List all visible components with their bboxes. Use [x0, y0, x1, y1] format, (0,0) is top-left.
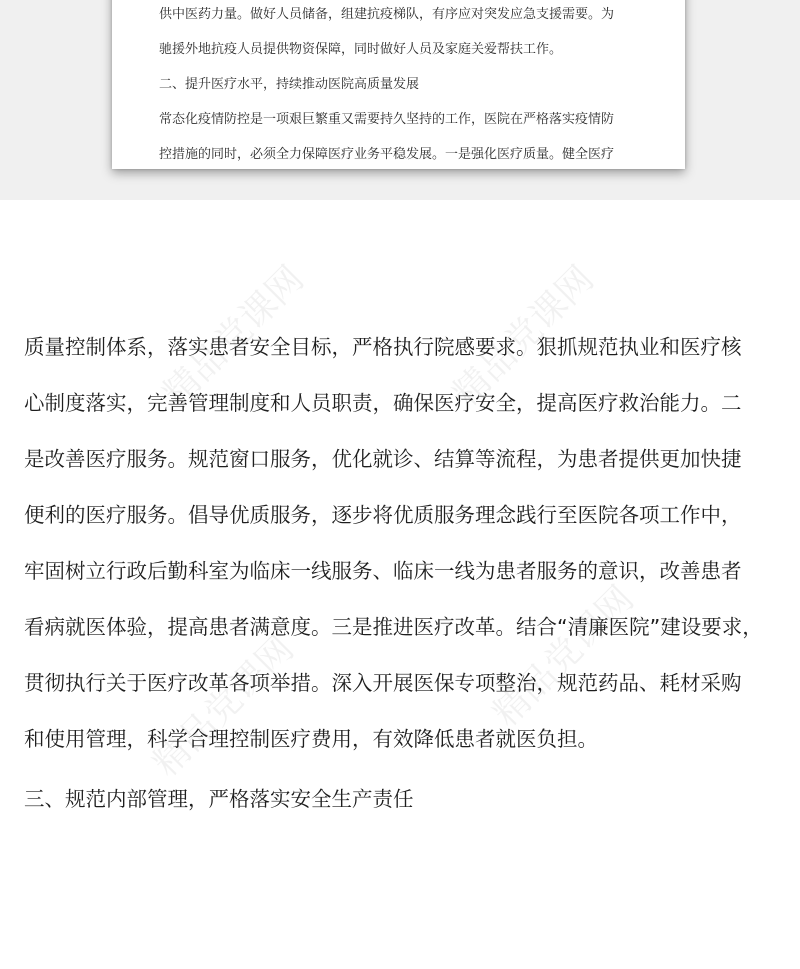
- card-text-line: 驰援外地抗疫人员提供物资保障，同时做好人员及家庭关爱帮扶工作。: [159, 42, 563, 57]
- body-text-line: 牢固树立行政后勤科室为临床一线服务、临床一线为患者服务的意识，改善患者: [24, 559, 742, 583]
- body-text-line: 心制度落实，完善管理制度和人员职责，确保医疗安全，提高医疗救治能力。二: [24, 391, 742, 415]
- body-text-line: 看病就医体验，提高患者满意度。三是推进医疗改革。结合“清廉医院”建设要求，: [24, 615, 763, 639]
- body-text-line: 和使用管理，科学合理控制医疗费用，有效降低患者就医负担。: [24, 727, 598, 751]
- body-text-line: 便利的医疗服务。倡导优质服务，逐步将优质服务理念践行至医院各项工作中，: [24, 503, 742, 527]
- document-preview-backdrop: [0, 0, 800, 200]
- card-text-line: 常态化疫情防控是一项艰巨繁重又需要持久坚持的工作，医院在严格落实疫情防: [159, 112, 615, 127]
- section-heading: 三、规范内部管理，严格落实安全生产责任: [24, 787, 414, 811]
- body-text-line: 贯彻执行关于医疗改革各项举措。深入开展医保专项整治，规范药品、耗材采购: [24, 671, 742, 695]
- card-text-line: 供中医药力量。做好人员储备，组建抗疫梯队，有序应对突发应急支援需要。为: [159, 7, 615, 22]
- watermark-text: 精品党课网: [155, 258, 312, 415]
- document-page-preview: [112, 0, 685, 169]
- watermark-text: 精品党课网: [485, 578, 642, 735]
- body-text-line: 是改善医疗服务。规范窗口服务，优化就诊、结算等流程，为患者提供更加快捷: [24, 447, 742, 471]
- body-text-line: 质量控制体系，落实患者安全目标，严格执行院感要求。狠抓规范执业和医疗核: [24, 335, 742, 359]
- card-section-heading: 二、提升医疗水平，持续推动医院高质量发展: [159, 77, 420, 92]
- watermark-text: 精品党课网: [445, 258, 602, 415]
- watermark-text: 精品党课网: [145, 628, 302, 785]
- card-text-line: 控措施的同时，必须全力保障医疗业务平稳发展。一是强化医疗质量。健全医疗: [159, 147, 615, 162]
